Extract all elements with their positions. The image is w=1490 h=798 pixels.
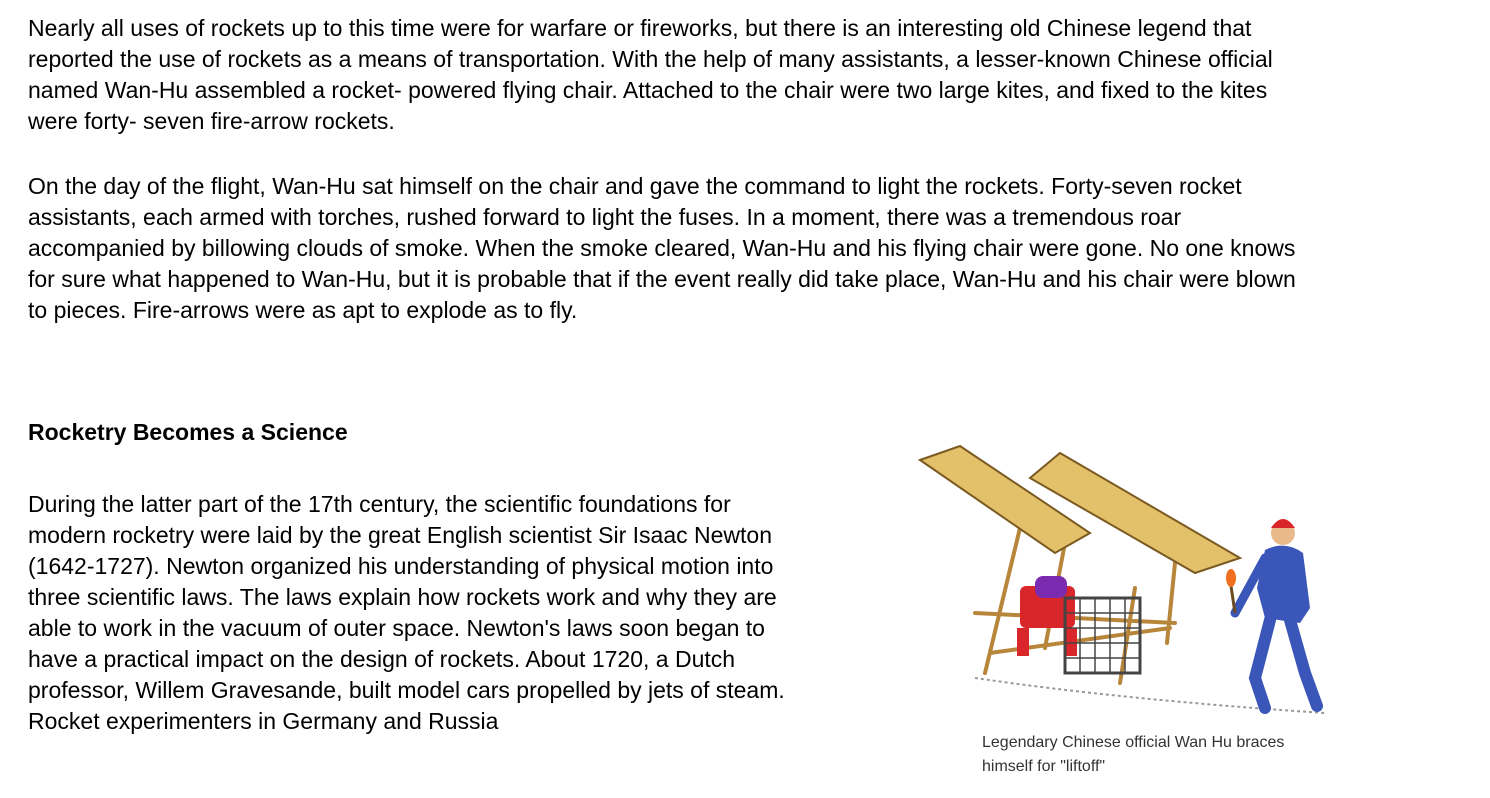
section-heading: Rocketry Becomes a Science [28, 419, 348, 445]
wan-hu-flying-chair-drawing [905, 438, 1355, 728]
paragraph-wan-hu-legend: Nearly all uses of rockets up to this time were for warfare or fireworks, but there is an interesting old Chinese legend that reported the use of rockets as a means of transportation. With the help of many assistants, a lesser-known Chinese official named Wan-Hu assembled a rocket- powered flying chair. Attached to the chair were two large kites, and fixed to the kites were forty- seven fire-arrow rockets. [28, 15, 1273, 134]
figure-caption: Legendary Chinese official Wan Hu braces himself for "liftoff" [982, 734, 1285, 775]
paragraph-flight-day: On the day of the flight, Wan-Hu sat himself on the chair and gave the command to light the rockets. Forty-seven rocket assistants, each armed with torches, rushed forward to light the fuses. In a moment, there was a tremendous roar accompanied by billowing clouds of smoke. When the smoke cleared, Wan-Hu and his flying chair were gone. No one knows for sure what happened to Wan-Hu, but it is probable that if the event really did take place, Wan-Hu and his chair were blown to pieces. Fire-arrows were as apt to explode as to fly. [28, 173, 1296, 323]
wan-hu-illustration [905, 438, 1355, 728]
paragraph-newton: During the latter part of the 17th century, the scientific foundations for modern rocketry were laid by the great English scientist Sir Isaac Newton (1642-1727). Newton organized his understanding of physical motion into three scientific laws. The laws explain how rockets work and why they are able to work in the vacuum of outer space. Newton's laws soon began to have a practical impact on the design of rockets. About 1720, a Dutch professor, Willem Gravesande, built model cars propelled by jets of steam. Rocket experimenters in Germany and Russia [28, 491, 785, 734]
